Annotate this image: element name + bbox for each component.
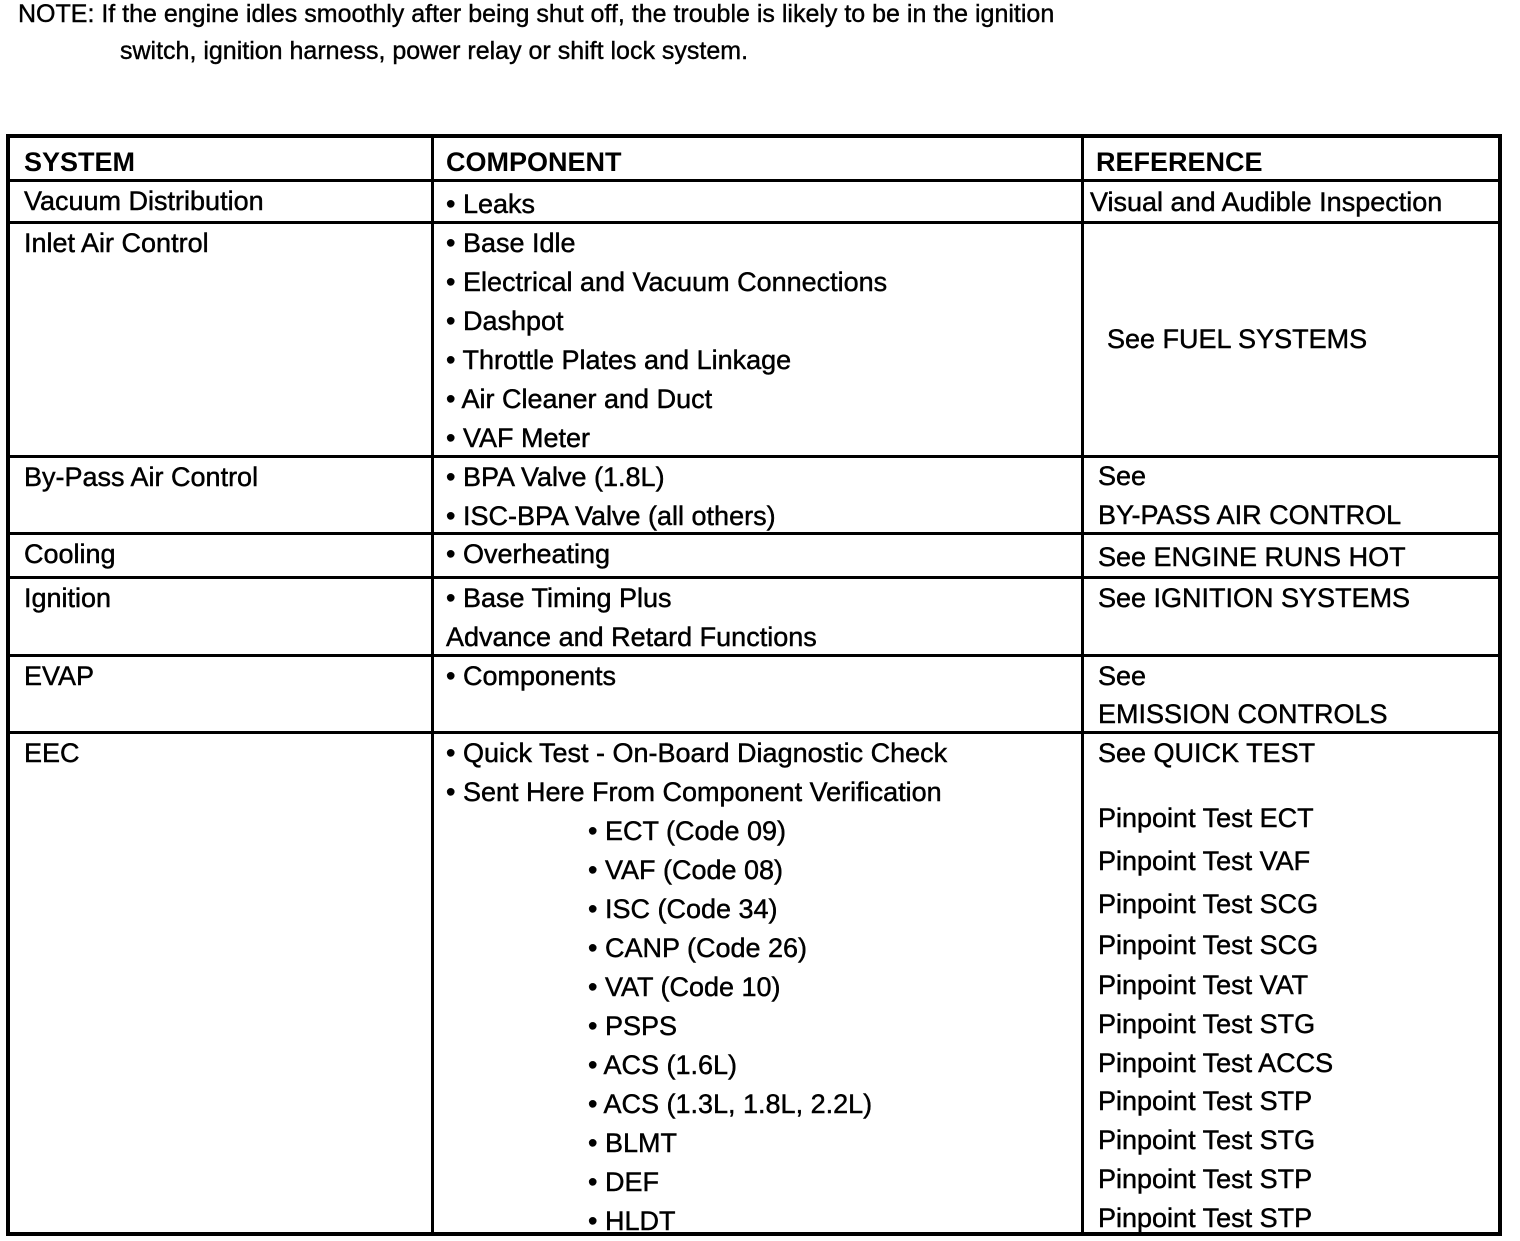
reference-item: Pinpoint Test STP <box>1098 1164 1313 1194</box>
sub-component-item: • DEF <box>588 1167 659 1197</box>
component-item: • Leaks <box>446 189 536 219</box>
component-item: Advance and Retard Functions <box>446 622 817 652</box>
component-item: • Air Cleaner and Duct <box>446 384 713 414</box>
reference-item: EMISSION CONTROLS <box>1098 699 1388 729</box>
component-item: • Throttle Plates and Linkage <box>446 345 792 375</box>
header-component: COMPONENT <box>446 147 622 177</box>
sub-component-item: • ACS (1.3L, 1.8L, 2.2L) <box>588 1089 873 1119</box>
reference-item: Pinpoint Test VAT <box>1098 970 1309 1000</box>
reference-item: Pinpoint Test STG <box>1098 1009 1316 1039</box>
system-cell: EEC <box>24 738 80 768</box>
component-item: • Dashpot <box>446 306 564 336</box>
component-item: • Overheating <box>446 539 611 569</box>
reference-item: See ENGINE RUNS HOT <box>1098 542 1406 572</box>
sub-component-item: • VAT (Code 10) <box>588 972 781 1002</box>
component-item: • VAF Meter <box>446 423 590 453</box>
system-cell: Inlet Air Control <box>24 228 209 258</box>
reference-item: Pinpoint Test SCG <box>1098 889 1319 919</box>
reference-item: Pinpoint Test VAF <box>1098 846 1311 876</box>
component-item: • Sent Here From Component Verification <box>446 777 942 807</box>
system-cell: Vacuum Distribution <box>24 186 264 216</box>
sub-component-item: • ECT (Code 09) <box>588 816 787 846</box>
reference-item: Pinpoint Test STP <box>1098 1086 1313 1116</box>
header-system: SYSTEM <box>24 147 136 177</box>
component-item: • Base Idle <box>446 228 576 258</box>
system-cell: EVAP <box>24 661 95 691</box>
column-divider <box>431 138 434 1232</box>
component-item: • Electrical and Vacuum Connections <box>446 267 888 297</box>
column-divider <box>1081 138 1084 1232</box>
reference-item: Visual and Audible Inspection <box>1090 187 1443 217</box>
system-cell: By-Pass Air Control <box>24 462 259 492</box>
reference-item: See <box>1098 661 1147 691</box>
reference-item: BY-PASS AIR CONTROL <box>1098 500 1402 530</box>
sub-component-item: • BLMT <box>588 1128 677 1158</box>
sub-component-item: • ISC (Code 34) <box>588 894 778 924</box>
note-line-2: switch, ignition harness, power relay or shift lock system. <box>120 37 749 65</box>
system-cell: Cooling <box>24 539 116 569</box>
reference-item: Pinpoint Test STP <box>1098 1203 1313 1233</box>
system-cell: Ignition <box>24 583 112 613</box>
sub-component-item: • VAF (Code 08) <box>588 855 784 885</box>
reference-item: See FUEL SYSTEMS <box>1107 324 1368 354</box>
component-item: • ISC-BPA Valve (all others) <box>446 501 776 531</box>
reference-item: Pinpoint Test STG <box>1098 1125 1316 1155</box>
component-item: • Base Timing Plus <box>446 583 672 613</box>
sub-component-item: • ACS (1.6L) <box>588 1050 738 1080</box>
reference-item: Pinpoint Test SCG <box>1098 930 1319 960</box>
component-item: • Components <box>446 661 617 691</box>
reference-item: See <box>1098 461 1147 491</box>
component-item: • Quick Test - On-Board Diagnostic Check <box>446 738 948 768</box>
diagnostic-table <box>6 134 1502 1236</box>
reference-item: Pinpoint Test ACCS <box>1098 1048 1334 1078</box>
component-item: • BPA Valve (1.8L) <box>446 462 665 492</box>
reference-item: See IGNITION SYSTEMS <box>1098 583 1411 613</box>
header-reference: REFERENCE <box>1096 147 1263 177</box>
sub-component-item: • HLDT <box>588 1206 676 1236</box>
sub-component-item: • PSPS <box>588 1011 677 1041</box>
sub-component-item: • CANP (Code 26) <box>588 933 808 963</box>
note-line-1: NOTE: If the engine idles smoothly after being shut off, the trouble is likely to be in the ignition <box>18 0 1055 28</box>
reference-item: Pinpoint Test ECT <box>1098 803 1314 833</box>
reference-item: See QUICK TEST <box>1098 738 1316 768</box>
